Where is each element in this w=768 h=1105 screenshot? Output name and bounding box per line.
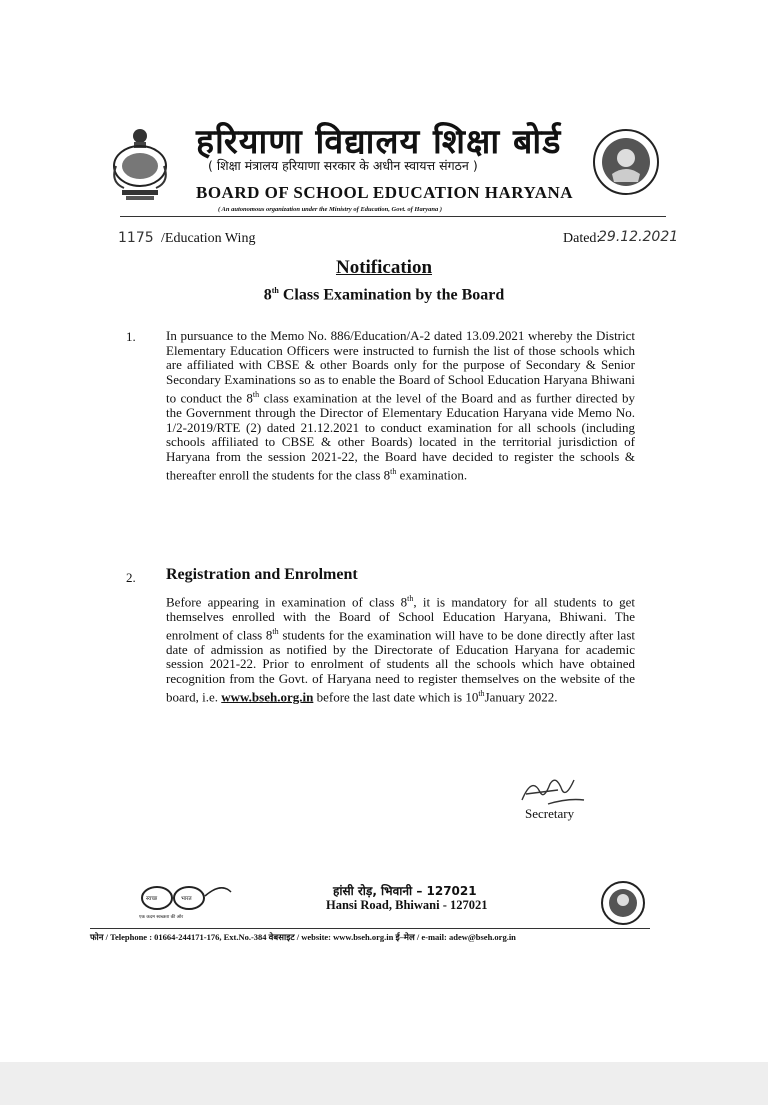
section-2-number: 2. (126, 570, 136, 585)
swachh-tagline: एक कदम स्वच्छता की ओर (139, 915, 184, 920)
website-link[interactable]: www.bseh.org.in (221, 689, 314, 705)
reference-wing: /Education Wing (161, 231, 256, 246)
dated-label: Dated: (563, 231, 601, 246)
secretary-designation: Secretary (525, 806, 575, 821)
swachh-bharat-logo (135, 882, 235, 924)
section-2-paragraph: Before appearing in examination of class 8th, it is mandatory for all students to get themselves enrolled with the Board of School Education Haryana, Bhiwani. The enrolment of class 8th students for the examination will have to be done directly after last date of admission as notified by the Directorate of Education Haryana for academic session 2021-22. Prior to enrolment of students all the schools which have obtained recognition from the Govt. of Haryana need to register themselves on the website of the board, i.e. www.bseh.org.in before the last date which is 10thJanuary 2022. (166, 594, 635, 705)
board-name-hindi: हरियाणा विद्यालय शिक्षा बोर्ड (196, 122, 562, 162)
section-1-paragraph: In pursuance to the Memo No. 886/Education/A-2 dated 13.09.2021 whereby the District Elementary Education Officers were instructed to furnish the list of those schools which are affiliated with CBSE & other Boards only for the purpose of Secondary & Senior Secondary Examinations so as to enable the Board of School Education Haryana Bhiwani to conduct the 8th class examination at the level of the Board and as further directed by the Government through the Director of Elementary Education Haryana vide Memo No. 1/2-2019/RTE (2) dated 21.12.2021 to conduct examination for all schools (including schools affiliated to CBSE & other Boards) located in the territorial jurisdiction of Haryana from the session 2021-22, the Board have decided to register the schools & thereafter enroll the students for the class 8th examination. (166, 328, 635, 482)
board-name-english: BOARD OF SCHOOL EDUCATION HARYANA (196, 183, 574, 202)
contact-line: फोन / Telephone : 01664-244171-176, Ext.No.-384 वेबसाइट / website: www.bseh.org.in ई–मेल / e-mail: adew@bseh.org.in (90, 932, 516, 942)
address-hindi: हांसी रोड़, भिवानी – 127021 (333, 884, 477, 898)
section-1-number: 1. (126, 329, 136, 344)
swachh-right-text: भारत (181, 896, 192, 902)
board-subtitle-english: ( An autonomous organization under the Ministry of Education, Govt. of Haryana ) (218, 206, 443, 213)
bottom-gray-strip (0, 1062, 768, 1105)
address-english: Hansi Road, Bhiwani - 127021 (326, 898, 488, 912)
header-divider (120, 216, 666, 217)
notification-title: Notification (335, 257, 433, 278)
notification-subtitle: 8th Class Examination by the Board (263, 286, 505, 304)
dated-value: 29.12.2021 (598, 229, 679, 245)
board-seal-logo (592, 128, 660, 196)
swachh-left-text: स्वच्छ (146, 896, 158, 902)
footer-divider (90, 928, 650, 929)
board-subtitle-hindi: ( शिक्षा मंत्रालय हरियाणा सरकार के अधीन स्वायत्त संगठन ) (208, 158, 478, 173)
footer-seal-logo (596, 880, 650, 926)
haryana-emblem-logo (108, 122, 172, 204)
section-2-heading: Registration and Enrolment (166, 566, 358, 583)
reference-number: 1175 (118, 230, 154, 246)
